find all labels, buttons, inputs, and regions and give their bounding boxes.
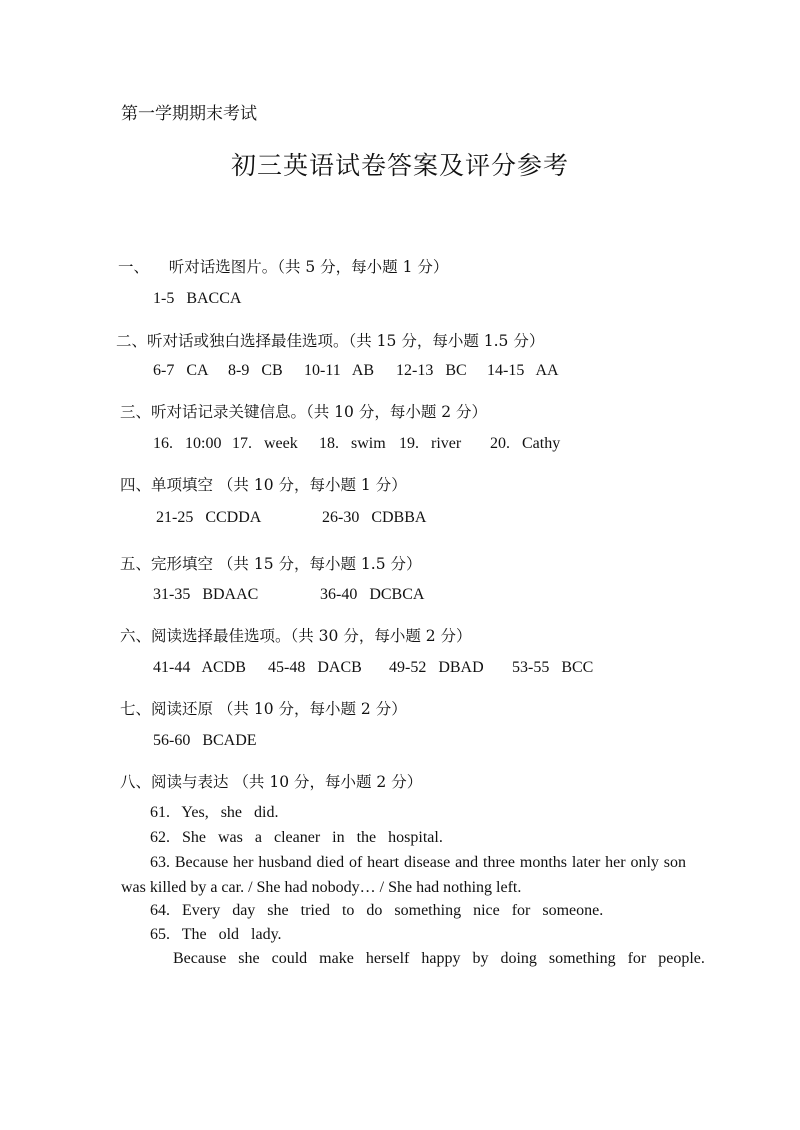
section-6-answer: 41-44 ACDB <box>153 659 246 676</box>
section-5-answer: 36-40 DCBCA <box>320 586 425 603</box>
exam-term-label: 第一学期期末考试 <box>121 104 257 124</box>
section-5-answer: 31-35 BDAAC <box>153 586 259 603</box>
answer-62: 62. She was a cleaner in the hospital. <box>150 829 443 846</box>
answer-65-reason: Because she could make herself happy by doing something for people. <box>173 950 705 967</box>
section-6-answer: 49-52 DBAD <box>389 659 484 676</box>
answer-64: 64. Every day she tried to do something nice for someone. <box>150 902 604 919</box>
section-7-heading: 七、阅读还原 （共 10 分，每小题 2 分） <box>120 700 407 718</box>
section-3-answer: 16. 10:00 <box>153 435 222 452</box>
section-2-answer: 14-15 AA <box>487 362 559 379</box>
page-title: 初三英语试卷答案及评分参考 <box>230 151 569 180</box>
answer-61: 61. Yes, she did. <box>150 804 279 821</box>
section-3-answer: 19. river <box>399 435 462 452</box>
section-2-answer: 10-11 AB <box>304 362 375 379</box>
section-3-answer: 20. Cathy <box>490 435 561 452</box>
section-1-heading: 一、 听对话选图片。（共 5 分，每小题 1 分） <box>118 258 449 276</box>
section-6-answer: 53-55 BCC <box>512 659 594 676</box>
section-3-heading: 三、听对话记录关键信息。（共 10 分，每小题 2 分） <box>120 403 488 421</box>
section-3-answer: 18. swim <box>319 435 386 452</box>
section-4-heading: 四、单项填空 （共 10 分，每小题 1 分） <box>120 476 407 494</box>
answer-63 <box>121 851 686 900</box>
section-4-answer: 26-30 CDBBA <box>322 509 427 526</box>
section-2-answer: 6-7 CA <box>153 362 209 379</box>
section-6-answer: 45-48 DACB <box>268 659 362 676</box>
section-5-heading: 五、完形填空 （共 15 分，每小题 1.5 分） <box>120 555 422 573</box>
section-4-answer: 21-25 CCDDA <box>156 509 262 526</box>
section-2-heading: 二、听对话或独白选择最佳选项。（共 15 分，每小题 1.5 分） <box>116 332 545 350</box>
section-8-heading: 八、阅读与表达 （共 10 分，每小题 2 分） <box>120 773 423 791</box>
answer-63-text: 63. Because her husband died of heart disease and three months later her only son was killed by a car. / She had nobody… / She had nothing left. <box>121 854 686 896</box>
section-2-answer: 12-13 BC <box>396 362 467 379</box>
section-1-answer: 1-5 BACCA <box>153 290 242 307</box>
section-7-answer: 56-60 BCADE <box>153 732 257 749</box>
answer-65: 65. The old lady. <box>150 926 282 943</box>
section-6-heading: 六、阅读选择最佳选项。（共 30 分，每小题 2 分） <box>120 627 472 645</box>
section-2-answer: 8-9 CB <box>228 362 283 379</box>
section-3-answer: 17. week <box>232 435 298 452</box>
